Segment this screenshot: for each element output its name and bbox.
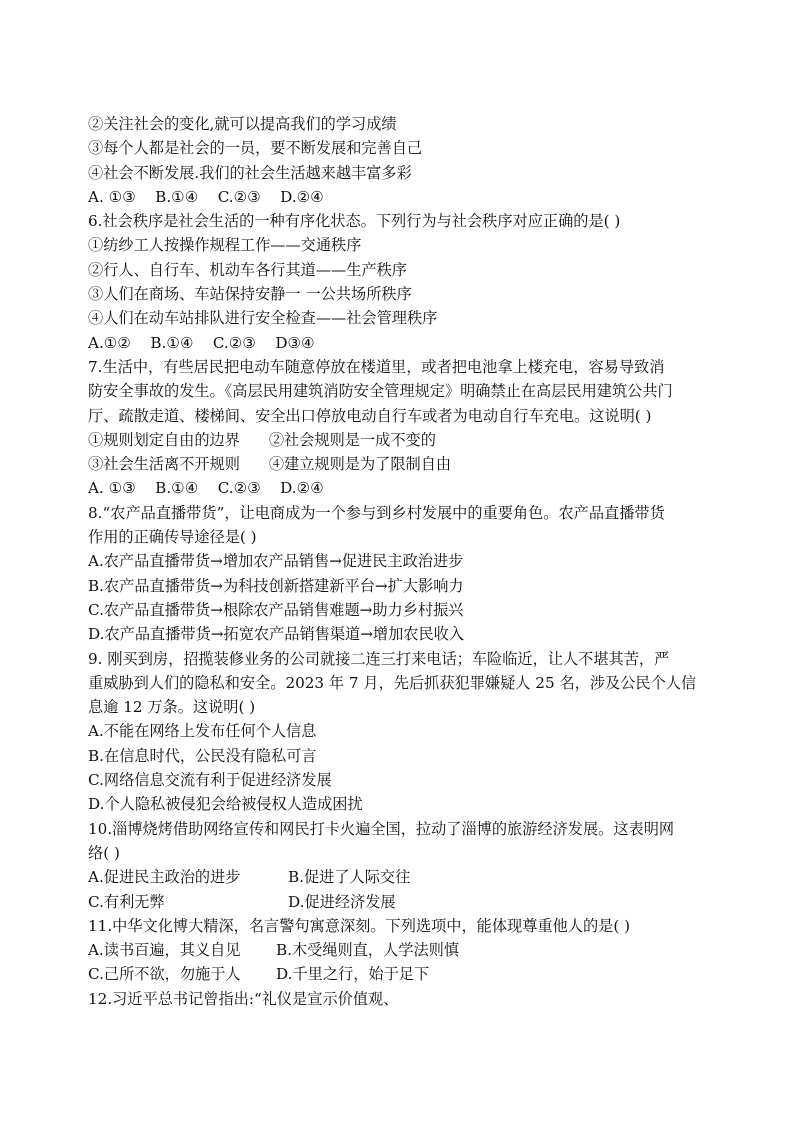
q10-option-c: C.有利无弊 xyxy=(88,892,165,911)
q5-options: A. ①③ B.①④ C.②③ D.②④ xyxy=(88,187,324,206)
q11-options-row-2 xyxy=(88,962,718,986)
q8-option-c: C.农产品直播带货→根除农产品销售难题→助力乡村振兴 xyxy=(88,600,464,619)
q6-item-2: ②行人、自行车、机动车各行其道——生产秩序 xyxy=(88,260,407,279)
q7-stem-line-2: 防安全事故的发生。《高层民用建筑消防安全管理规定》明确禁止在高层民用建筑公共门 xyxy=(88,382,673,401)
q6-item-4: ④人们在动车站排队进行安全检查——社会管理秩序 xyxy=(88,309,438,328)
q11-options-row-1 xyxy=(88,938,718,962)
q7-options: A. ①③ B.①④ C.②③ D.②④ xyxy=(88,479,324,498)
q8-stem-line-1: 8.“农产品直播带货”，让电商成为一个参与到乡村发展中的重要角色。农产品直播带货 xyxy=(88,503,665,522)
q9-option-d: D.个人隐私被侵犯会给被侵权人造成困扰 xyxy=(88,795,363,814)
q6-item-1: ①纺纱工人按操作规程工作——交通秩序 xyxy=(88,236,362,255)
q9-stem-line-3: 息逾 12 万条。这说明( ) xyxy=(88,698,256,717)
q11-stem: 11.中华文化博大精深，名言警句寓意深刻。下列选项中，能体现尊重他人的是( ) xyxy=(88,916,631,935)
q10-stem-line-1: 10.淄博烧烤借助网络宣传和网民打卡火遍全国，拉动了淄博的旅游经济发展。这表明网 xyxy=(88,819,675,838)
q7-items-row-2: ③社会生活离不开规则 ④建立规则是为了限制自由 xyxy=(88,455,452,474)
q6-item-3: ③人们在商场、车站保持安静一 一公共场所秩序 xyxy=(88,285,412,304)
q8-option-d: D.农产品直播带货→拓宽农产品销售渠道→增加农民收入 xyxy=(88,625,465,644)
q6-options: A.①② B.①④ C.②③ D③④ xyxy=(88,333,315,352)
q11-option-c: C.己所不欲，勿施于人 xyxy=(88,965,241,984)
q5-item-3: ③每个人都是社会的一员，要不断发展和完善自己 xyxy=(88,139,423,158)
q8-option-a: A.农产品直播带货→增加农产品销售→促进民主政治进步 xyxy=(88,552,464,571)
q7-items-row-1: ①规则划定自由的边界 ②社会规则是一成不变的 xyxy=(88,430,436,449)
q7-stem-line-1: 7.生活中，有些居民把电动车随意停放在楼道里，或者把电池拿上楼充电，容易导致消 xyxy=(88,357,665,376)
q11-option-a: A.读书百遍，其义自见 xyxy=(88,941,241,960)
q8-stem-line-2: 作用的正确传导途径是( ) xyxy=(88,528,257,547)
q9-option-a: A.不能在网络上发布任何个人信息 xyxy=(88,722,317,741)
q9-stem-line-2: 重威胁到人们的隐私和安全。2023 年 7 月，先后抓获犯罪嫌疑人 25 名，涉及公民个人信 xyxy=(88,673,697,692)
q11-option-d: D.千里之行，始于足下 xyxy=(276,965,430,984)
q10-option-d: D.促进经济发展 xyxy=(288,892,396,911)
q5-item-2: ②关注社会的变化,就可以提高我们的学习成绩 xyxy=(88,115,397,133)
q10-options-row-2 xyxy=(88,890,718,914)
exam-page xyxy=(88,112,718,1011)
q6-stem: 6.社会秩序是社会生活的一种有序化状态。下列行为与社会秩序对应正确的是( ) xyxy=(88,212,621,231)
q12-stem: 12.习近平总书记曾指出:“礼仪是宣示价值观、 xyxy=(88,989,399,1008)
q10-stem-line-2: 络( ) xyxy=(88,843,120,862)
q10-option-a: A.促进民主政治的进步 xyxy=(88,868,241,887)
q9-stem-line-1: 9. 刚买到房，招揽装修业务的公司就接二连三打来电话；车险临近，让人不堪其苦，严 xyxy=(88,649,670,668)
q11-option-b: B.木受绳则直，人学法则慎 xyxy=(276,941,460,960)
q9-option-b: B.在信息时代，公民没有隐私可言 xyxy=(88,746,317,765)
q7-stem-line-3: 厅、疏散走道、楼梯间、安全出口停放电动自行车或者为电动自行车充电。这说明( ) xyxy=(88,406,652,425)
q5-item-4: ④社会不断发展.我们的社会生活越来越丰富多彩 xyxy=(88,163,412,182)
q10-options-row-1 xyxy=(88,865,718,889)
q10-option-b: B.促进了人际交往 xyxy=(288,868,411,887)
q8-option-b: B.农产品直播带货→为科技创新搭建新平台→扩大影响力 xyxy=(88,576,464,595)
q9-option-c: C.网络信息交流有利于促进经济发展 xyxy=(88,771,332,790)
